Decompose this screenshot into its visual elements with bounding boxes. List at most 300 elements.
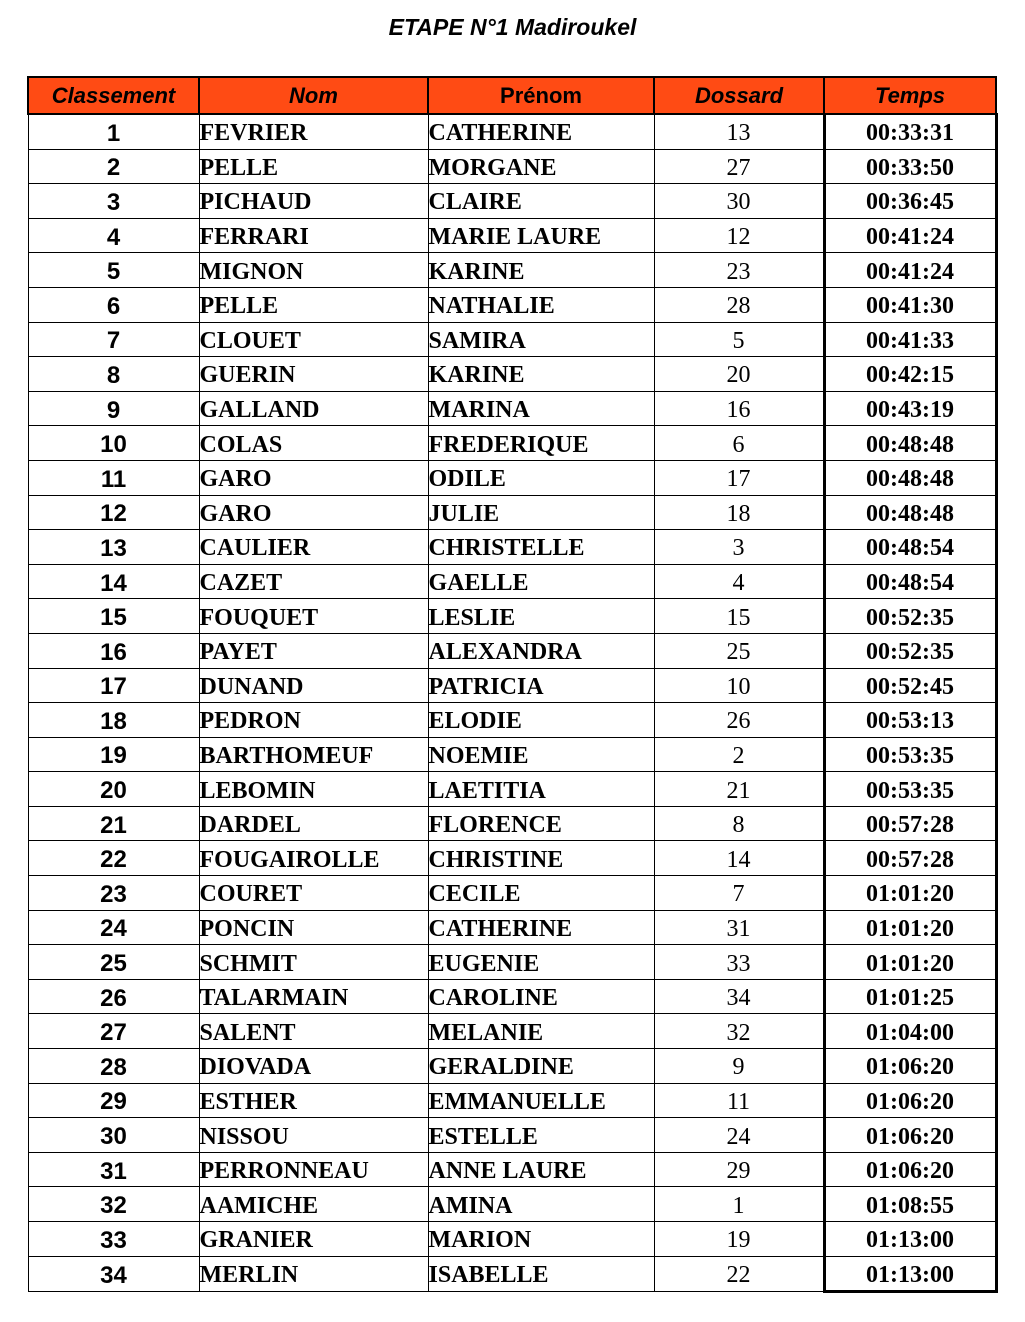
nom-cell <box>199 1256 428 1292</box>
dossard-cell <box>654 564 824 599</box>
dossard-cell <box>654 945 824 980</box>
temps-cell-text: 00:41:33 <box>866 327 954 354</box>
dossard-cell <box>654 1083 824 1118</box>
rank-cell <box>28 668 199 703</box>
rank-cell <box>28 703 199 738</box>
rank-cell-text: 22 <box>100 846 127 874</box>
dossard-cell-text: 5 <box>732 327 745 354</box>
dossard-cell-text: 33 <box>726 950 751 977</box>
rank-cell <box>28 841 199 876</box>
prenom-cell <box>428 149 654 184</box>
nom-cell-text: MERLIN <box>199 1262 299 1289</box>
table-row <box>28 218 996 253</box>
rank-cell <box>28 1118 199 1153</box>
rank-cell <box>28 633 199 668</box>
table-row <box>28 668 996 703</box>
nom-cell <box>199 772 428 807</box>
temps-cell-text: 00:33:31 <box>866 120 954 147</box>
prenom-cell-text: CECILE <box>428 881 521 908</box>
rank-cell <box>28 1187 199 1222</box>
table-row <box>28 253 996 288</box>
nom-cell-text: PELLE <box>199 154 279 181</box>
rank-cell-text: 23 <box>100 880 127 908</box>
prenom-cell <box>428 564 654 599</box>
prenom-cell <box>428 841 654 876</box>
rank-cell-text: 33 <box>100 1226 127 1254</box>
prenom-cell <box>428 1152 654 1187</box>
temps-cell <box>824 1118 996 1153</box>
rank-cell-text: 34 <box>100 1261 127 1289</box>
nom-cell-text: GALLAND <box>199 397 320 424</box>
temps-cell <box>824 633 996 668</box>
table-header-row <box>28 77 996 114</box>
rank-cell-text: 17 <box>100 673 127 701</box>
prenom-cell-text: ALEXANDRA <box>428 639 582 666</box>
rank-cell <box>28 287 199 322</box>
rank-cell-text: 30 <box>100 1123 127 1151</box>
nom-cell <box>199 564 428 599</box>
dossard-cell-text: 7 <box>732 881 745 908</box>
rank-cell <box>28 495 199 530</box>
prenom-cell-text: CAROLINE <box>428 985 558 1012</box>
rank-cell-text: 3 <box>106 188 121 216</box>
dossard-cell <box>654 633 824 668</box>
nom-cell-text: GUERIN <box>199 362 296 389</box>
prenom-cell-text: LESLIE <box>428 604 516 631</box>
prenom-cell <box>428 357 654 392</box>
nom-cell-text: DUNAND <box>199 673 304 700</box>
dossard-cell-text: 26 <box>726 708 751 735</box>
rank-cell <box>28 945 199 980</box>
nom-cell-text: BARTHOMEUF <box>199 742 374 769</box>
prenom-cell <box>428 1222 654 1257</box>
nom-cell-text: PAYET <box>199 639 277 666</box>
header-temps: Temps <box>824 77 996 114</box>
rank-cell <box>28 218 199 253</box>
temps-cell <box>824 737 996 772</box>
dossard-cell-text: 23 <box>726 258 751 285</box>
rank-cell <box>28 806 199 841</box>
table-row <box>28 460 996 495</box>
nom-cell <box>199 876 428 911</box>
rank-cell-text: 28 <box>100 1053 127 1081</box>
prenom-cell-text: CHRISTINE <box>428 846 564 873</box>
prenom-cell <box>428 772 654 807</box>
nom-cell-text: PEDRON <box>199 708 301 735</box>
temps-cell-text: 00:53:13 <box>866 708 954 735</box>
rank-cell-text: 21 <box>100 811 127 839</box>
prenom-cell-text: ISABELLE <box>428 1262 549 1289</box>
dossard-cell-text: 31 <box>726 915 751 942</box>
dossard-cell <box>654 876 824 911</box>
dossard-cell <box>654 599 824 634</box>
dossard-cell <box>654 979 824 1014</box>
prenom-cell-text: NATHALIE <box>428 293 555 320</box>
dossard-cell-text: 8 <box>732 812 745 839</box>
rank-cell <box>28 1152 199 1187</box>
table-row <box>28 1083 996 1118</box>
temps-cell <box>824 530 996 565</box>
header-classement: Classement <box>28 77 199 114</box>
temps-cell <box>824 1152 996 1187</box>
nom-cell <box>199 391 428 426</box>
temps-cell-text: 01:06:20 <box>866 1088 954 1115</box>
table-row <box>28 876 996 911</box>
nom-cell-text: PICHAUD <box>199 189 312 216</box>
nom-cell-text: DIOVADA <box>199 1054 312 1081</box>
temps-cell <box>824 979 996 1014</box>
temps-cell <box>824 1083 996 1118</box>
rank-cell-text: 24 <box>100 915 127 943</box>
dossard-cell-text: 15 <box>726 604 751 631</box>
prenom-cell-text: PATRICIA <box>428 673 544 700</box>
prenom-cell-text: EMMANUELLE <box>428 1088 606 1115</box>
table-row <box>28 703 996 738</box>
nom-cell <box>199 149 428 184</box>
rank-cell-text: 20 <box>100 777 127 805</box>
table-row <box>28 495 996 530</box>
nom-cell <box>199 287 428 322</box>
dossard-cell <box>654 253 824 288</box>
temps-cell-text: 01:01:20 <box>866 915 954 942</box>
dossard-cell <box>654 841 824 876</box>
page-title: ETAPE N°1 Madiroukel <box>388 14 637 40</box>
dossard-cell-text: 28 <box>726 293 751 320</box>
nom-cell <box>199 841 428 876</box>
temps-cell <box>824 876 996 911</box>
dossard-cell-text: 34 <box>726 985 751 1012</box>
rank-cell <box>28 149 199 184</box>
nom-cell-text: DARDEL <box>199 812 301 839</box>
nom-cell <box>199 1014 428 1049</box>
nom-cell-text: MIGNON <box>199 258 304 285</box>
nom-cell-text: FOUGAIROLLE <box>199 846 380 873</box>
dossard-cell <box>654 910 824 945</box>
table-row <box>28 910 996 945</box>
nom-cell <box>199 633 428 668</box>
prenom-cell-text: GAELLE <box>428 570 529 597</box>
prenom-cell-text: MORGANE <box>428 154 557 181</box>
temps-cell-text: 01:01:20 <box>866 881 954 908</box>
table-row <box>28 184 996 219</box>
temps-cell-text: 00:57:28 <box>866 812 954 839</box>
nom-cell-text: LEBOMIN <box>199 777 316 804</box>
prenom-cell <box>428 633 654 668</box>
dossard-cell-text: 21 <box>726 777 751 804</box>
prenom-cell-text: MELANIE <box>428 1019 544 1046</box>
temps-cell-text: 00:43:19 <box>866 397 954 424</box>
rank-cell-text: 18 <box>100 707 127 735</box>
rank-cell-text: 1 <box>106 119 121 147</box>
temps-cell-text: 00:53:35 <box>866 777 954 804</box>
rank-cell <box>28 1014 199 1049</box>
nom-cell <box>199 1118 428 1153</box>
table-row <box>28 322 996 357</box>
rank-cell <box>28 357 199 392</box>
nom-cell <box>199 495 428 530</box>
table-row <box>28 633 996 668</box>
nom-cell-text: PONCIN <box>199 915 295 942</box>
dossard-cell <box>654 391 824 426</box>
rank-cell-text: 29 <box>100 1088 127 1116</box>
temps-cell <box>824 391 996 426</box>
table-row <box>28 1222 996 1257</box>
dossard-cell <box>654 1152 824 1187</box>
table-row <box>28 806 996 841</box>
dossard-cell <box>654 668 824 703</box>
rank-cell-text: 27 <box>100 1019 127 1047</box>
rank-cell-text: 4 <box>106 223 121 251</box>
nom-cell <box>199 184 428 219</box>
results-body <box>28 114 996 1292</box>
rank-cell-text: 8 <box>106 361 121 389</box>
prenom-cell-text: FLORENCE <box>428 812 562 839</box>
temps-cell <box>824 668 996 703</box>
temps-cell-text: 00:33:50 <box>866 154 954 181</box>
temps-cell <box>824 357 996 392</box>
temps-cell-text: 01:06:20 <box>866 1054 954 1081</box>
prenom-cell <box>428 114 654 149</box>
table-row <box>28 287 996 322</box>
rank-cell <box>28 876 199 911</box>
table-row <box>28 1187 996 1222</box>
temps-cell <box>824 772 996 807</box>
nom-cell <box>199 253 428 288</box>
rank-cell-text: 25 <box>100 950 127 978</box>
prenom-cell <box>428 253 654 288</box>
rank-cell-text: 13 <box>100 534 127 562</box>
prenom-cell <box>428 806 654 841</box>
nom-cell <box>199 979 428 1014</box>
nom-cell-text: CLOUET <box>199 327 301 354</box>
dossard-cell <box>654 737 824 772</box>
temps-cell <box>824 910 996 945</box>
temps-cell-text: 01:01:25 <box>866 985 954 1012</box>
dossard-cell <box>654 772 824 807</box>
prenom-cell <box>428 322 654 357</box>
rank-cell-text: 15 <box>100 604 127 632</box>
nom-cell-text: COURET <box>199 881 303 908</box>
rank-cell-text: 2 <box>106 154 121 182</box>
dossard-cell <box>654 460 824 495</box>
temps-cell-text: 00:41:30 <box>866 293 954 320</box>
temps-cell-text: 00:52:35 <box>866 604 954 631</box>
table-row <box>28 114 996 149</box>
rank-cell <box>28 772 199 807</box>
nom-cell-text: FEVRIER <box>199 120 308 147</box>
nom-cell <box>199 1222 428 1257</box>
dossard-cell <box>654 1187 824 1222</box>
nom-cell-text: SCHMIT <box>199 950 297 977</box>
rank-cell-text: 12 <box>100 500 127 528</box>
dossard-cell-text: 22 <box>726 1262 751 1289</box>
dossard-cell-text: 2 <box>732 742 745 769</box>
prenom-cell <box>428 1014 654 1049</box>
table-row <box>28 1118 996 1153</box>
dossard-cell-text: 1 <box>732 1192 745 1219</box>
temps-cell-text: 01:13:00 <box>866 1261 954 1288</box>
prenom-cell <box>428 426 654 461</box>
nom-cell-text: FERRARI <box>199 224 309 251</box>
temps-cell-text: 01:08:55 <box>866 1192 954 1219</box>
dossard-cell <box>654 1014 824 1049</box>
rank-cell <box>28 1256 199 1292</box>
rank-cell <box>28 114 199 149</box>
prenom-cell <box>428 495 654 530</box>
prenom-cell <box>428 876 654 911</box>
nom-cell-text: GRANIER <box>199 1227 313 1254</box>
temps-cell-text: 00:41:24 <box>866 258 954 285</box>
prenom-cell-text: EUGENIE <box>428 950 540 977</box>
temps-cell <box>824 1014 996 1049</box>
temps-cell <box>824 287 996 322</box>
nom-cell <box>199 322 428 357</box>
nom-cell-text: FOUQUET <box>199 604 319 631</box>
dossard-cell-text: 29 <box>726 1158 751 1185</box>
temps-cell <box>824 322 996 357</box>
rank-cell-text: 16 <box>100 638 127 666</box>
nom-cell <box>199 357 428 392</box>
prenom-cell <box>428 945 654 980</box>
dossard-cell <box>654 530 824 565</box>
dossard-cell-text: 30 <box>726 189 751 216</box>
table-row <box>28 737 996 772</box>
temps-cell-text: 00:57:28 <box>866 846 954 873</box>
prenom-cell-text: MARINA <box>428 397 530 424</box>
nom-cell <box>199 668 428 703</box>
temps-cell-text: 01:01:20 <box>866 950 954 977</box>
table-row <box>28 841 996 876</box>
temps-cell <box>824 460 996 495</box>
rank-cell <box>28 253 199 288</box>
temps-cell <box>824 253 996 288</box>
rank-cell-text: 9 <box>106 396 121 424</box>
dossard-cell-text: 4 <box>732 570 745 597</box>
rank-cell <box>28 1222 199 1257</box>
prenom-cell <box>428 460 654 495</box>
prenom-cell-text: KARINE <box>428 362 525 389</box>
dossard-cell <box>654 1222 824 1257</box>
dossard-cell-text: 25 <box>726 639 751 666</box>
table-row <box>28 945 996 980</box>
dossard-cell-text: 19 <box>726 1227 751 1254</box>
temps-cell-text: 01:06:20 <box>866 1123 954 1150</box>
temps-cell <box>824 945 996 980</box>
temps-cell <box>824 703 996 738</box>
results-table <box>27 76 998 1293</box>
temps-cell <box>824 426 996 461</box>
prenom-cell-text: JULIE <box>428 500 500 527</box>
dossard-cell-text: 16 <box>726 397 751 424</box>
rank-cell-text: 32 <box>100 1192 127 1220</box>
nom-cell <box>199 910 428 945</box>
prenom-cell-text: AMINA <box>428 1192 513 1219</box>
rank-cell-text: 14 <box>100 569 127 597</box>
nom-cell <box>199 703 428 738</box>
nom-cell-text: AAMICHE <box>199 1192 319 1219</box>
temps-cell-text: 00:48:48 <box>866 466 954 493</box>
rank-cell <box>28 426 199 461</box>
prenom-cell <box>428 1187 654 1222</box>
nom-cell-text: COLAS <box>199 431 283 458</box>
dossard-cell <box>654 149 824 184</box>
dossard-cell-text: 20 <box>726 362 751 389</box>
header-prenom: Prénom <box>428 77 654 114</box>
temps-cell-text: 00:42:15 <box>866 362 954 389</box>
temps-cell-text: 00:48:54 <box>866 570 954 597</box>
nom-cell <box>199 806 428 841</box>
prenom-cell <box>428 1256 654 1292</box>
nom-cell-text: CAULIER <box>199 535 311 562</box>
prenom-cell <box>428 668 654 703</box>
prenom-cell <box>428 910 654 945</box>
rank-cell <box>28 184 199 219</box>
temps-cell <box>824 841 996 876</box>
temps-cell <box>824 184 996 219</box>
nom-cell <box>199 218 428 253</box>
temps-cell-text: 00:52:35 <box>866 639 954 666</box>
dossard-cell <box>654 426 824 461</box>
rank-cell <box>28 322 199 357</box>
dossard-cell-text: 18 <box>726 500 751 527</box>
nom-cell-text: TALARMAIN <box>199 985 349 1012</box>
table-row <box>28 772 996 807</box>
prenom-cell-text: MARIE LAURE <box>428 224 602 251</box>
prenom-cell <box>428 979 654 1014</box>
prenom-cell <box>428 218 654 253</box>
temps-cell-text: 00:48:48 <box>866 500 954 527</box>
dossard-cell <box>654 322 824 357</box>
prenom-cell <box>428 703 654 738</box>
dossard-cell-text: 6 <box>732 431 745 458</box>
temps-cell <box>824 495 996 530</box>
prenom-cell <box>428 184 654 219</box>
rank-cell-text: 6 <box>106 292 121 320</box>
dossard-cell <box>654 184 824 219</box>
temps-cell <box>824 1049 996 1084</box>
rank-cell <box>28 460 199 495</box>
prenom-cell-text: NOEMIE <box>428 742 529 769</box>
temps-cell-text: 00:41:24 <box>866 224 954 251</box>
rank-cell <box>28 1083 199 1118</box>
nom-cell-text: NISSOU <box>199 1123 289 1150</box>
nom-cell <box>199 1152 428 1187</box>
nom-cell <box>199 460 428 495</box>
prenom-cell-text: KARINE <box>428 258 525 285</box>
dossard-cell-text: 32 <box>726 1019 751 1046</box>
prenom-cell <box>428 1049 654 1084</box>
rank-cell-text: 5 <box>106 258 121 286</box>
dossard-cell-text: 12 <box>726 224 751 251</box>
temps-cell <box>824 1187 996 1222</box>
temps-cell-text: 00:48:48 <box>866 431 954 458</box>
temps-cell <box>824 149 996 184</box>
nom-cell <box>199 1049 428 1084</box>
prenom-cell <box>428 391 654 426</box>
prenom-cell-text: FREDERIQUE <box>428 431 589 458</box>
header-dossard: Dossard <box>654 77 824 114</box>
table-row <box>28 1049 996 1084</box>
temps-cell <box>824 114 996 149</box>
dossard-cell <box>654 1049 824 1084</box>
temps-cell <box>824 806 996 841</box>
table-row <box>28 599 996 634</box>
dossard-cell-text: 24 <box>726 1123 751 1150</box>
rank-cell <box>28 1049 199 1084</box>
table-row <box>28 530 996 565</box>
temps-cell-text: 01:06:20 <box>866 1158 954 1185</box>
dossard-cell <box>654 114 824 149</box>
